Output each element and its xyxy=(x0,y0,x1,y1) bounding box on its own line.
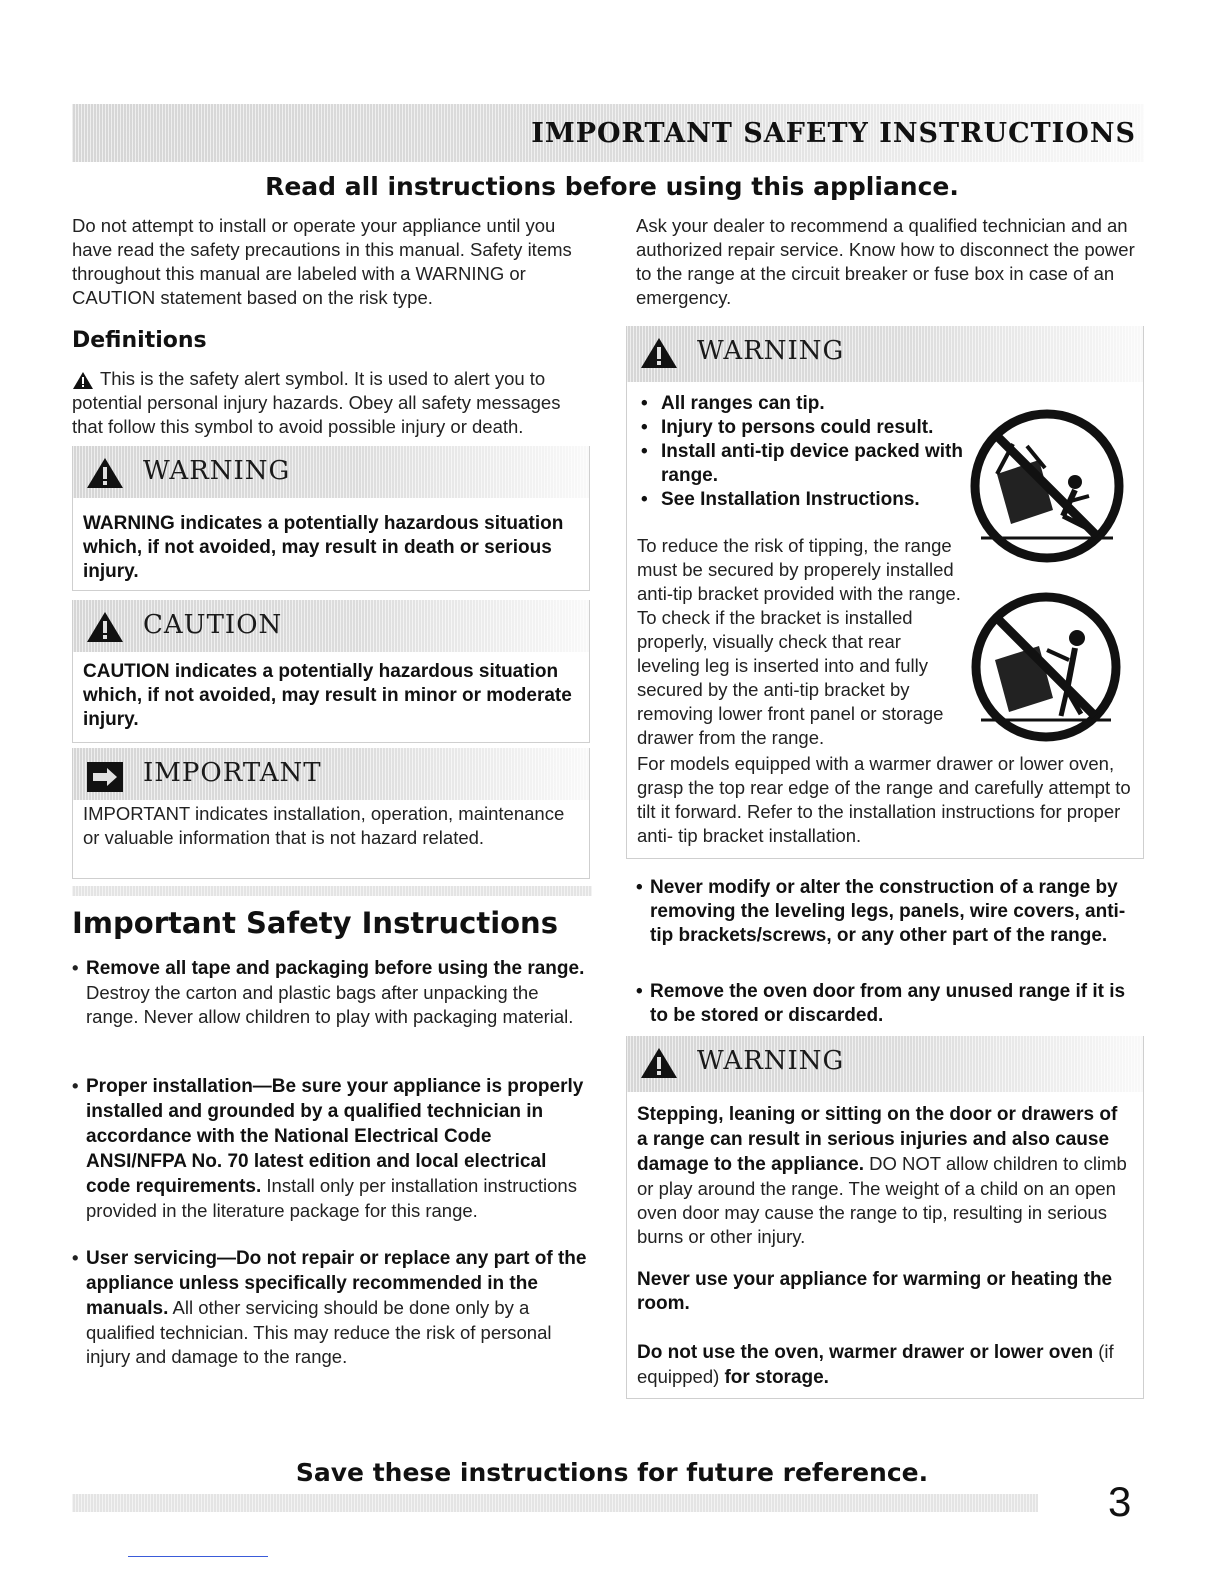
range-tipping-illustration xyxy=(967,406,1127,566)
caution-definition-text: CAUTION indicates a potentially hazardous situation which, if not avoided, may result in minor or moderate injury. xyxy=(83,661,572,730)
range-tip-check-illustration xyxy=(969,590,1123,744)
anti-tip-bullet: • Install anti-tip device packed with range. xyxy=(637,440,967,488)
anti-tip-bullets xyxy=(637,392,967,512)
intro-left: Do not attempt to install or operate your appliance until you have read the safety precautions in this manual. Safety items throughout this manual are labeled with a WARNING or CAUTION statement based on the risk type. xyxy=(72,215,572,308)
important-definition-box xyxy=(72,748,590,879)
header-banner xyxy=(72,104,1144,162)
anti-tip-alert-icon xyxy=(639,336,679,370)
anti-tip-warning-box xyxy=(626,326,1144,859)
safety-item-installation: • Proper installation—Be sure your appliance is properly installed and grounded by a qualified technician in accordance with the National Electrical Code ANSI/NFPA No. 70 latest edition and local electrical code requirements. Install only per installation instructions provided in the literature package for this range. xyxy=(72,1075,584,1221)
warning-alert-icon xyxy=(85,456,125,490)
footer-bar xyxy=(72,1494,1038,1512)
banner-title: IMPORTANT SAFETY INSTRUCTIONS xyxy=(531,118,1136,149)
anti-tip-bullet: • Injury to persons could result. xyxy=(637,416,967,440)
stepping-warning-paragraph: Stepping, leaning or sitting on the door or drawers of a range can result in serious injuries and also cause damage to the appliance. DO NOT allow children to climb or play around the range. The weight of a child on an open oven door may cause the range to tip, resulting in serious burns or other injury. xyxy=(637,1104,1127,1247)
safety-item-packaging: • Remove all tape and packaging before using the range. Destroy the carton and plastic bags after unpacking the range. Never allow children to play with packaging material. xyxy=(72,957,585,1027)
important-definition-text: IMPORTANT indicates installation, operation, maintenance or valuable information that is not hazard related. xyxy=(83,803,565,848)
anti-tip-warning-label: WARNING xyxy=(697,336,845,366)
right-item-never-modify: • Never modify or alter the construction of a range by removing the leveling legs, panels, wire covers, anti-tip brackets/screws, or any other part of the range. xyxy=(636,877,1126,946)
stepping-alert-icon xyxy=(639,1046,679,1080)
caution-definition-box xyxy=(72,600,590,743)
important-header xyxy=(73,748,589,800)
anti-tip-bullet: • See Installation Instructions. xyxy=(637,488,967,512)
warming-heating-warning: Never use your appliance for warming or heating the room. xyxy=(637,1269,1113,1314)
stepping-warning-box xyxy=(626,1036,1144,1399)
caution-alert-icon xyxy=(85,610,125,644)
warning-definition-text: WARNING indicates a potentially hazardous situation which, if not avoided, may result in death or serious injury. xyxy=(83,513,564,582)
stepping-warning-label: WARNING xyxy=(697,1046,845,1076)
warning-definition-box xyxy=(72,446,590,591)
right-item-remove-door: • Remove the oven door from any unused range if it is to be stored or discarded. xyxy=(636,981,1126,1026)
warning-label: WARNING xyxy=(143,456,291,486)
bottom-rule xyxy=(128,1556,268,1557)
safety-item-servicing: • User servicing—Do not repair or replace any part of the appliance unless specifically recommended in the manuals. All other servicing should be done only by a qualified technician. This may reduce the risk of personal injury and damage to the range. xyxy=(72,1247,587,1367)
anti-tip-warning-header xyxy=(627,326,1143,382)
caution-header xyxy=(73,600,589,652)
important-label: IMPORTANT xyxy=(143,758,322,788)
important-arrow-icon xyxy=(87,760,127,794)
safety-alert-icon xyxy=(72,371,94,390)
safety-instructions-heading: Important Safety Instructions xyxy=(72,906,558,940)
anti-tip-paragraph-1: To reduce the risk of tipping, the range must be secured by properely installed anti-tip bracket provided with the range. To check if the bracket is installed properly, visually check that rear leveling leg is inserted into and fully secured by the anti-tip bracket by removing lower front panel or storage drawer from the range. xyxy=(637,535,961,748)
section-divider xyxy=(72,886,592,896)
definitions-text: This is the safety alert symbol. It is used to alert you to potential personal injury hazards. Obey all safety messages that follow this symbol to avoid possible injury or death. xyxy=(72,368,561,437)
caution-label: CAUTION xyxy=(143,610,283,640)
storage-warning: Do not use the oven, warmer drawer or lower oven (if equipped) for storage. xyxy=(637,1341,1114,1388)
footer-save-instructions: Save these instructions for future reference. xyxy=(295,1458,929,1487)
anti-tip-bullet: • All ranges can tip. xyxy=(637,392,967,416)
stepping-warning-header xyxy=(627,1036,1143,1092)
intro-right: Ask your dealer to recommend a qualified technician and an authorized repair service. Know how to disconnect the power to the range at the circuit breaker or fuse box in case of an emergency. xyxy=(636,215,1135,308)
anti-tip-paragraph-2: For models equipped with a warmer drawer or lower oven, grasp the top rear edge of the range and carefully attempt to tilt it forward. Refer to the installation instructions for proper anti- tip bracket installation. xyxy=(637,753,1131,846)
definitions-heading: Definitions xyxy=(72,328,207,353)
page-number: 3 xyxy=(1108,1478,1132,1525)
read-all-heading: Read all instructions before using this appliance. xyxy=(265,172,959,201)
warning-header xyxy=(73,446,589,498)
